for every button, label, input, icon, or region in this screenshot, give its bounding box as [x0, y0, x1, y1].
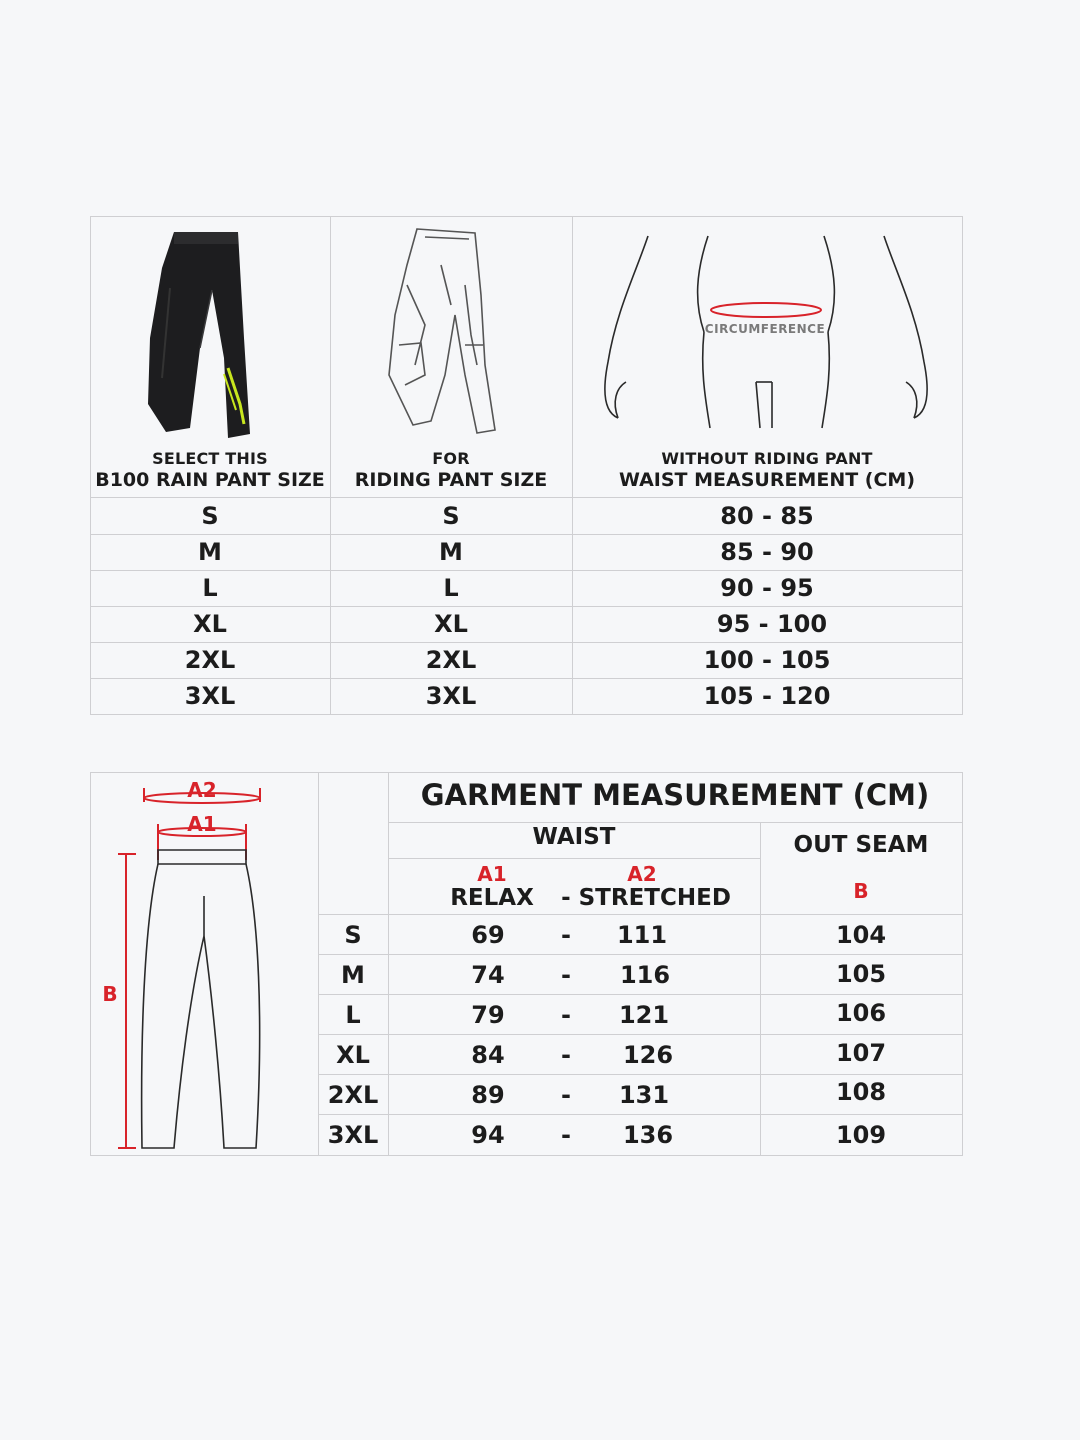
stretched-code: A2: [627, 862, 657, 886]
stretched-cell: 121: [618, 1001, 670, 1029]
dash-separator: -: [561, 1121, 571, 1149]
stretched-header: - STRETCHED: [561, 885, 731, 911]
size-cell: XL: [336, 1041, 370, 1069]
relax-cell: 69: [471, 921, 505, 949]
waist-range: 85 - 90: [720, 538, 814, 566]
col3-header-line1: WITHOUT RIDING PANT: [661, 449, 873, 468]
rain-size: XL: [193, 610, 227, 638]
waist-range: 105 - 120: [703, 682, 831, 710]
riding-size: L: [443, 574, 459, 602]
diagram-b-label: B: [102, 982, 118, 1006]
riding-pant-image: [385, 225, 500, 440]
stretched-cell: 116: [619, 961, 671, 989]
col2-header-line1: FOR: [432, 449, 470, 468]
rain-size: 2XL: [184, 646, 236, 674]
rain-size: S: [201, 502, 219, 530]
stretched-cell: 111: [616, 921, 668, 949]
size-cell: 3XL: [327, 1121, 379, 1149]
diagram-a1-label: A1: [187, 812, 217, 836]
waist-range: 100 - 105: [703, 646, 831, 674]
outseam-code: B: [853, 879, 869, 903]
riding-size: XL: [434, 610, 468, 638]
relax-code: A1: [477, 862, 507, 886]
relax-cell: 84: [471, 1041, 505, 1069]
col2-header-line2: RIDING PANT SIZE: [354, 469, 548, 491]
diagram-a2-label: A2: [187, 778, 217, 802]
outseam-header: OUT SEAM: [793, 832, 929, 858]
outseam-cell: 108: [835, 1078, 887, 1106]
outseam-cell: 106: [835, 999, 887, 1027]
outseam-cell: 104: [835, 921, 887, 949]
outseam-cell: 105: [835, 960, 887, 988]
col3-header-line2: WAIST MEASUREMENT (CM): [618, 469, 916, 491]
size-cell: L: [345, 1001, 361, 1029]
dash-separator: -: [561, 1081, 571, 1109]
relax-cell: 79: [471, 1001, 505, 1029]
dash-separator: -: [561, 1041, 571, 1069]
dash-separator: -: [561, 961, 571, 989]
size-cell: S: [344, 921, 362, 949]
dash-separator: -: [561, 921, 571, 949]
relax-cell: 74: [471, 961, 505, 989]
rain-size: L: [202, 574, 218, 602]
size-cell: M: [341, 961, 365, 989]
rain-size: 3XL: [184, 682, 236, 710]
stretched-cell: 136: [622, 1121, 674, 1149]
riding-size: S: [442, 502, 460, 530]
rain-pant-image: [140, 228, 250, 443]
size-cell: 2XL: [327, 1081, 379, 1109]
col1-header-line2: B100 RAIN PANT SIZE: [95, 469, 325, 491]
waist-header: WAIST: [532, 824, 616, 850]
circumference-label: CIRCUMFERENCE: [704, 322, 826, 336]
outseam-cell: 107: [835, 1039, 887, 1067]
waist-range: 95 - 100: [716, 610, 828, 638]
riding-size: M: [439, 538, 463, 566]
relax-cell: 94: [471, 1121, 505, 1149]
relax-cell: 89: [471, 1081, 505, 1109]
garment-title: GARMENT MEASUREMENT (CM): [420, 778, 930, 812]
rain-size: M: [198, 538, 222, 566]
riding-size: 2XL: [425, 646, 477, 674]
waist-range: 90 - 95: [720, 574, 814, 602]
stretched-cell: 126: [622, 1041, 674, 1069]
waist-range: 80 - 85: [720, 502, 814, 530]
stretched-cell: 131: [618, 1081, 670, 1109]
outseam-cell: 109: [835, 1121, 887, 1149]
relax-header: RELAX: [450, 885, 534, 911]
dash-separator: -: [561, 1001, 571, 1029]
col1-header-line1: SELECT THIS: [152, 449, 268, 468]
riding-size: 3XL: [425, 682, 477, 710]
